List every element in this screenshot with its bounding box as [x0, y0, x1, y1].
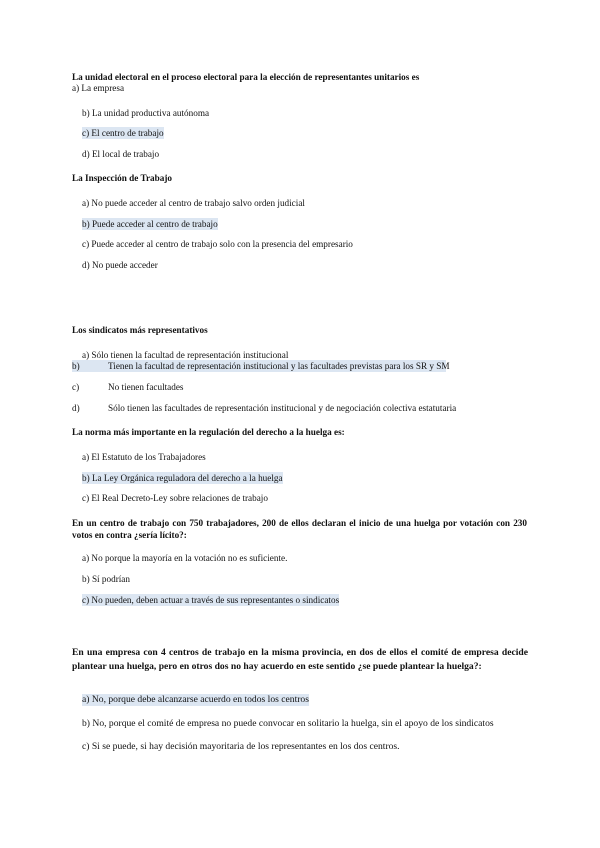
q3-question: Los sindicatos más representativos [72, 325, 208, 335]
q4-option-c[interactable]: c) El Real Decreto-Ley sobre relaciones de trabajo [82, 493, 268, 503]
q2-option-d[interactable]: d) No puede acceder [82, 260, 158, 270]
q5-option-b[interactable]: b) Sí podrían [82, 574, 130, 584]
q3-option-b-letter: b) [72, 361, 80, 371]
q4-option-a[interactable]: a) El Estatuto de los Trabajadores [82, 452, 206, 462]
q2-option-b[interactable]: b) Puede acceder al centro de trabajo [82, 219, 218, 229]
q3-option-b-text: Tienen la facultad de representación institucional y las facultades previstas para los SR y SM [108, 361, 450, 371]
q6-question: En una empresa con 4 centros de trabajo en la misma provincia, en dos de ellos el comité de empresa decide plantear una huelga, pero en otros dos no hay acuerdo en este sentido ¿se puede plantear la huelga?: [72, 647, 528, 672]
q1-question: La unidad electoral en el proceso electoral para la elección de representantes unitarios es [72, 72, 420, 82]
q2-question: La Inspección de Trabajo [72, 173, 172, 183]
q3-option-c-letter: c) [72, 382, 80, 392]
q1-option-b[interactable]: b) La unidad productiva autónoma [82, 108, 210, 118]
q3-option-b[interactable] [72, 360, 450, 372]
q4-question: La norma más importante en la regulación del derecho a la huelga es: [72, 427, 345, 437]
q5-question: En un centro de trabajo con 750 trabajadores, 200 de ellos declaran el inicio de una huelga por votación con 230 votos en contra ¿sería lícito?: [72, 518, 527, 540]
q3-option-d-text: Sólo tienen las facultades de representación institucional y de negociación colectiva estatutaria [108, 403, 457, 413]
q6-option-c[interactable]: c) Si se puede, si hay decisión mayoritaria de los representantes en los dos centros. [82, 741, 400, 752]
q2-option-c[interactable]: c) Puede acceder al centro de trabajo solo con la presencia del empresario [82, 239, 353, 249]
q1-option-c[interactable]: c) El centro de trabajo [82, 128, 164, 138]
q3-option-a[interactable]: a) Sólo tienen la facultad de representación institucional [82, 350, 289, 360]
q6-option-b[interactable]: b) No, porque el comité de empresa no puede convocar en solitario la huelga, sin el apoyo de los sindicatos [82, 718, 494, 729]
q6-option-a[interactable]: a) No, porque debe alcanzarse acuerdo en todos los centros [82, 694, 309, 705]
q5-option-a[interactable]: a) No porque la mayoría en la votación no es suficiente. [82, 553, 288, 563]
q1-option-a[interactable]: a) La empresa [72, 83, 125, 93]
q3-option-d[interactable] [72, 402, 457, 414]
q3-option-c[interactable] [72, 381, 184, 393]
q1-option-d[interactable]: d) El local de trabajo [82, 149, 160, 159]
q4-option-b[interactable]: b) La Ley Orgánica reguladora del derecho a la huelga [82, 473, 283, 483]
q2-option-a[interactable]: a) No puede acceder al centro de trabajo salvo orden judicial [82, 198, 305, 208]
q3-option-c-text: No tienen facultades [108, 382, 184, 392]
q5-option-c[interactable]: c) No pueden, deben actuar a través de sus representantes o sindicatos [82, 595, 340, 605]
q3-option-d-letter: d) [72, 403, 80, 413]
